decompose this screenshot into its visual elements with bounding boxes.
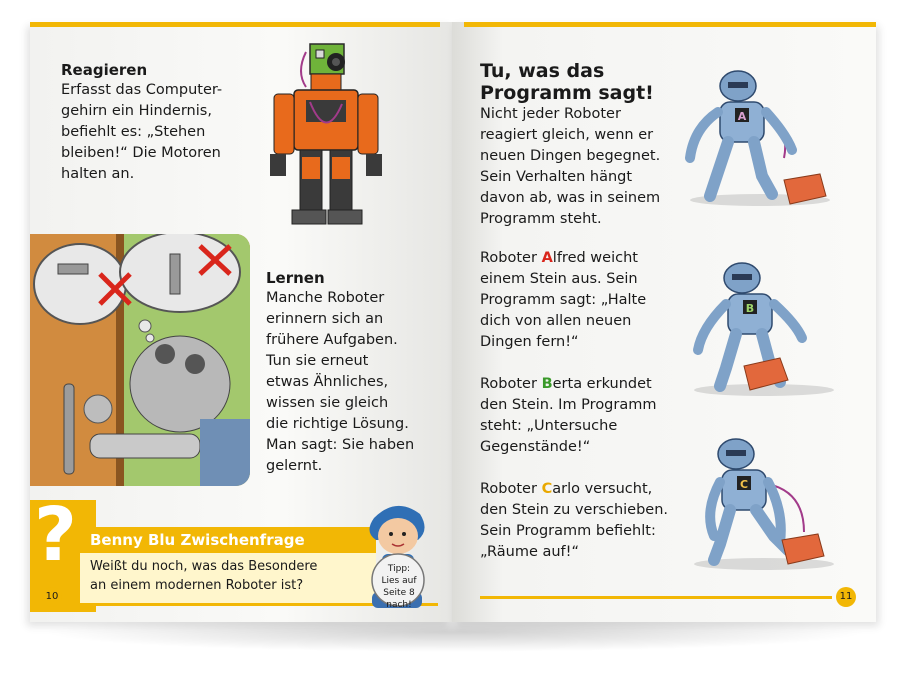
- quiz-line-2: an einem modernen Roboter ist?: [90, 578, 304, 593]
- berta-prefix: Roboter: [480, 376, 542, 392]
- berta-rest: erta erkundet: [552, 376, 652, 392]
- left-page: [30, 22, 452, 622]
- tip-line-3: Seite 8: [383, 588, 415, 598]
- intro-line-1: Nicht jeder Roboter: [480, 106, 621, 122]
- berta-line-3: steht: „Untersuche: [480, 418, 618, 434]
- berta-line-1: [480, 374, 652, 395]
- carlo-rest: arlo versucht,: [552, 481, 653, 497]
- alfred-prefix: Roboter: [480, 250, 542, 266]
- lernen-line-8: Man sagt: Sie haben: [266, 437, 415, 453]
- intro-line-4: Sein Verhalten hängt: [480, 169, 633, 185]
- reagieren-line-4: bleiben!“ Die Motoren: [61, 145, 221, 161]
- alfred-rest: lfred weicht: [552, 250, 638, 266]
- carlo-chest-badge: C: [739, 478, 749, 491]
- heading-line-2: Programm sagt!: [480, 82, 654, 104]
- berta-line-4: Gegenstände!“: [480, 439, 591, 455]
- orange-robot-illustration: [266, 42, 386, 247]
- alfred-line-1: [480, 248, 638, 269]
- robot-berta-illustration: [684, 258, 834, 398]
- carlo-line-1: [480, 479, 652, 500]
- carlo-prefix: Roboter: [480, 481, 542, 497]
- alfred-line-5: Dingen fern!“: [480, 334, 579, 350]
- carlo-line-3: Sein Programm befiehlt:: [480, 523, 656, 539]
- berta-initial: B: [541, 376, 553, 392]
- tip-line-4: nach!: [386, 600, 412, 610]
- reagieren-line-5: halten an.: [61, 166, 135, 182]
- door-handle-illustration: [30, 234, 250, 486]
- carlo-line-4: „Räume auf!“: [480, 544, 579, 560]
- lernen-line-5: etwas Ähnliches,: [266, 374, 389, 390]
- quiz-line-1: Weißt du noch, was das Besondere: [90, 559, 318, 574]
- alfred-line-3: Programm sagt: „Halte: [480, 292, 647, 308]
- top-accent-bar: [30, 22, 440, 27]
- alfred-initial: A: [541, 250, 553, 266]
- berta-line-2: den Stein. Im Programm: [480, 397, 657, 413]
- quiz-title: Benny Blu Zwischenfrage: [90, 531, 305, 549]
- robot-alfred-illustration: [680, 68, 830, 208]
- lernen-line-1: Manche Roboter: [266, 290, 385, 306]
- tip-line-1: Tipp:: [387, 564, 411, 574]
- lernen-line-4: Tun sie erneut: [266, 353, 369, 369]
- robot-carlo-illustration: [684, 432, 834, 572]
- heading-lernen: Lernen: [266, 269, 325, 287]
- reagieren-line-3: befiehlt es: „Stehen: [61, 124, 206, 140]
- carlo-line-2: den Stein zu verschieben.: [480, 502, 669, 518]
- intro-line-2: reagiert gleich, wenn er: [480, 127, 654, 143]
- reagieren-line-2: gehirn ein Hindernis,: [61, 103, 212, 119]
- intro-line-6: Programm steht.: [480, 211, 602, 227]
- page-number-right: 11: [836, 587, 856, 607]
- heading-reagieren: Reagieren: [61, 61, 148, 79]
- lernen-line-7: die richtige Lösung.: [266, 416, 409, 432]
- intro-line-5: davon ab, was in seinem: [480, 190, 661, 206]
- intro-line-3: neuen Dingen begegnet.: [480, 148, 661, 164]
- lernen-line-9: gelernt.: [266, 458, 323, 474]
- alfred-line-2: einem Stein aus. Sein: [480, 271, 638, 287]
- question-mark-icon: ?: [34, 492, 77, 578]
- lernen-line-3: frühere Aufgaben.: [266, 332, 398, 348]
- heading-line-1: Tu, was das: [480, 60, 605, 82]
- alfred-line-4: dich von allen neuen: [480, 313, 632, 329]
- right-page: [452, 22, 876, 622]
- tip-line-2: Lies auf: [381, 576, 417, 586]
- lernen-line-2: erinnern sich an: [266, 311, 384, 327]
- berta-chest-badge: B: [745, 302, 755, 315]
- reagieren-line-1: Erfasst das Computer-: [61, 82, 223, 98]
- page-number-left: 10: [42, 587, 62, 607]
- carlo-initial: C: [541, 481, 553, 497]
- top-accent-bar: [464, 22, 876, 27]
- lernen-line-6: wissen sie gleich: [266, 395, 389, 411]
- alfred-chest-badge: A: [737, 110, 747, 123]
- bottom-rule-right: [480, 596, 832, 599]
